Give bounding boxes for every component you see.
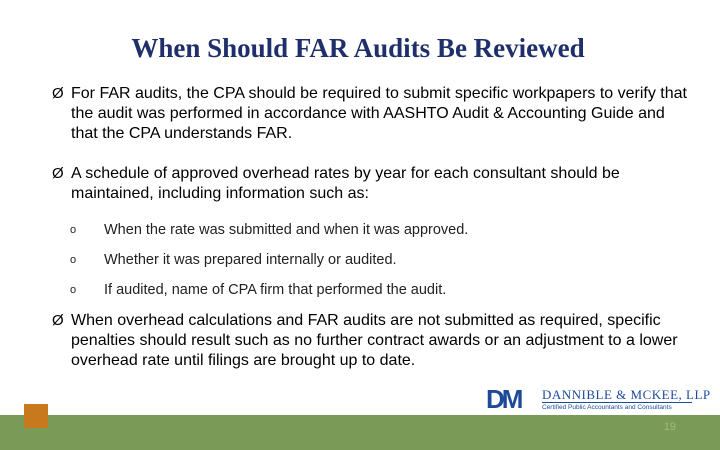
logo-divider [542, 402, 692, 403]
sub-bullet-item [70, 251, 692, 269]
bullet-list [52, 84, 692, 371]
logo-mark: DM [486, 384, 521, 414]
bullet-item [52, 164, 692, 204]
sub-bullet-text: When the rate was submitted and when it was approved. [104, 222, 469, 238]
page-number: 19 [663, 421, 676, 433]
arrow-bullet-icon: Ø [52, 165, 64, 182]
circle-bullet-icon: o [70, 224, 77, 236]
bullet-item [52, 311, 692, 371]
logo-tagline: Certified Public Accountants and Consultants [542, 404, 672, 411]
bullet-item [52, 84, 692, 144]
footer-accent-square [24, 404, 48, 428]
logo-name: DANNIBLE & MCKEE, LLP [542, 387, 711, 402]
sub-bullet-item [70, 281, 692, 299]
company-logo [486, 384, 711, 414]
bullet-text: For FAR audits, the CPA should be required to submit specific workpapers to verify that the audit was performed in accordance with AASHTO Audit & Accounting Guide and that the CPA understands FAR. [71, 85, 687, 142]
arrow-bullet-icon: Ø [52, 312, 64, 329]
footer-bar [0, 415, 720, 450]
sub-bullet-text: Whether it was prepared internally or audited. [104, 252, 397, 268]
circle-bullet-icon: o [70, 254, 77, 266]
bullet-text: A schedule of approved overhead rates by year for each consultant should be maintained, including information such as: [71, 165, 620, 202]
sub-bullet-item [70, 221, 692, 239]
circle-bullet-icon: o [70, 284, 77, 296]
arrow-bullet-icon: Ø [52, 85, 64, 102]
bullet-text: When overhead calculations and FAR audits are not submitted as required, specific penalties should result such as no further contract awards or an adjustment to a lower overhead rate until filings are brought up to date. [71, 312, 678, 369]
sub-bullet-text: If audited, name of CPA firm that performed the audit. [104, 282, 447, 298]
slide-title: When Should FAR Audits Be Reviewed [131, 33, 585, 63]
